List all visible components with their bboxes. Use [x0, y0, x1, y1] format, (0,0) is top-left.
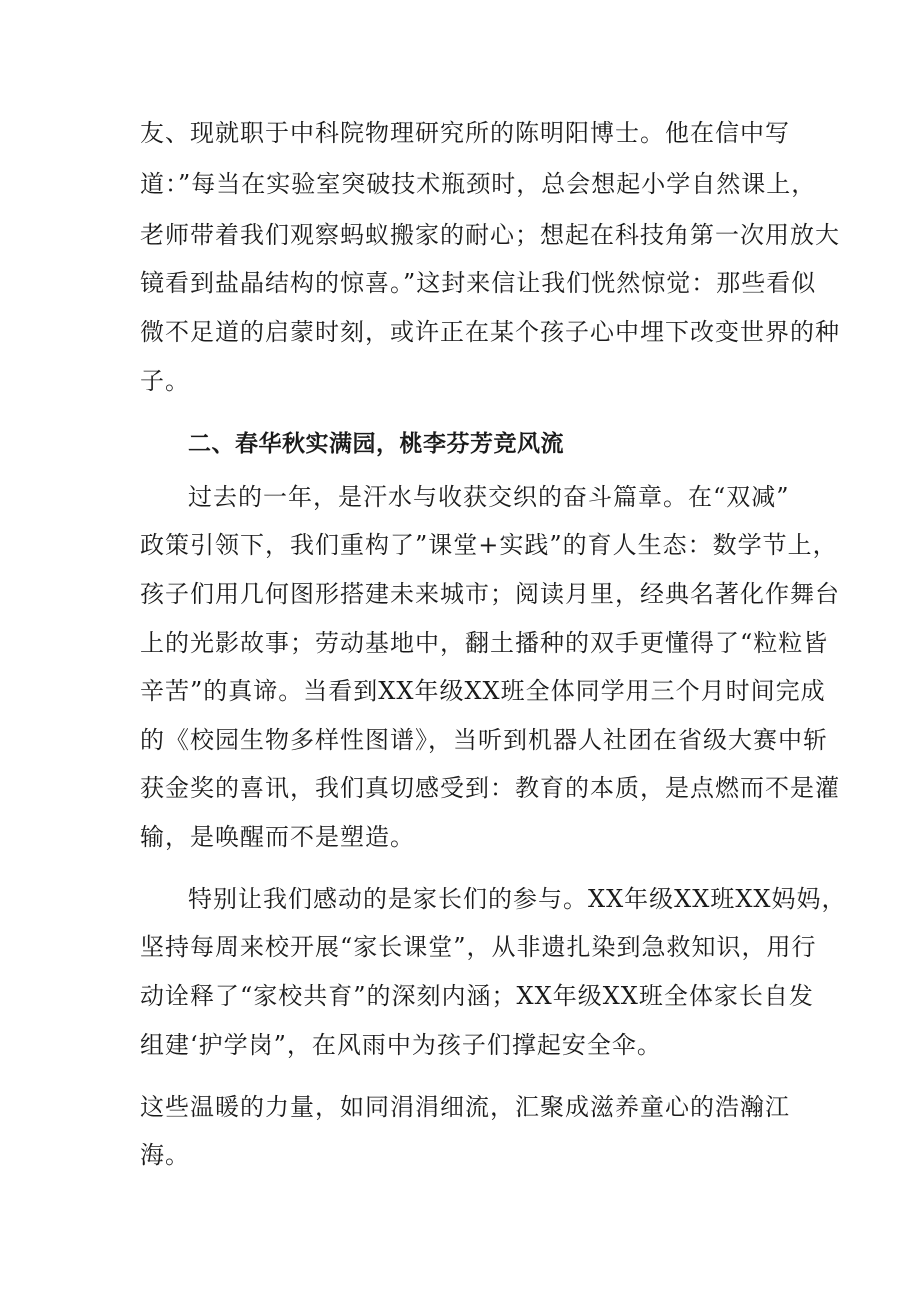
text-line: 孩子们用几何图形搭建未来城市；阅读月里，经典名著化作舞台	[140, 580, 840, 608]
text-line: 友、现就职于中科院物理研究所的陈明阳博士。他在信中写	[140, 119, 790, 147]
text-line: 坚持每周来校开展“家长课堂”，从非遗扎染到急救知识，用行	[140, 933, 817, 961]
text-line: 上的光影故事；劳动基地中，翻土播种的双手更懂得了“粒粒皆	[140, 629, 829, 657]
text-line: 政策引领下，我们重构了”课堂+实践”的育人生态：数学节上，	[140, 531, 838, 559]
text-line: 微不足道的启蒙时刻，或许正在某个孩子心中埋下改变世界的种	[140, 318, 840, 346]
text-line: 辛苦”的真谛。当看到XX年级XX班全体同学用三个月时间完成	[140, 677, 826, 705]
text-line: 老师带着我们观察蚂蚁搬家的耐心；想起在科技角第一次用放大	[140, 221, 840, 249]
text-line: 海。	[140, 1141, 190, 1169]
text-line: 道：”每当在实验室突破技术瓶颈时，总会想起小学自然课上，	[140, 170, 817, 198]
text-line: 镜看到盐晶结构的惊喜。”这封来信让我们恍然惊觉：那些看似	[140, 269, 817, 297]
text-line: 输，是唤醒而不是塑造。	[140, 823, 415, 851]
text-line: 动诠释了“家校共育”的深刻内涵；XX年级XX班全体家长自发	[140, 982, 814, 1010]
text-line: 组建‘护学岗”，在风雨中为孩子们撑起安全伞。	[140, 1031, 662, 1059]
text-line: 获金奖的喜讯，我们真切感受到：教育的本质，是点燃而不是灌	[140, 774, 840, 802]
text-line: 过去的一年，是汗水与收获交织的奋斗篇章。在“双减”	[188, 483, 790, 511]
text-line: 的《校园生物多样性图谱》，当听到机器人社团在省级大赛中斩	[140, 726, 828, 754]
text-line: 子。	[140, 367, 190, 395]
section-heading: 二、春华秋实满园，桃李芬芳竞风流	[188, 431, 564, 457]
text-line: 这些温暖的力量，如同涓涓细流，汇聚成滋养童心的浩瀚江	[140, 1093, 790, 1121]
text-line: 特别让我们感动的是家长们的参与。XX年级XX班XX妈妈，	[188, 885, 847, 913]
